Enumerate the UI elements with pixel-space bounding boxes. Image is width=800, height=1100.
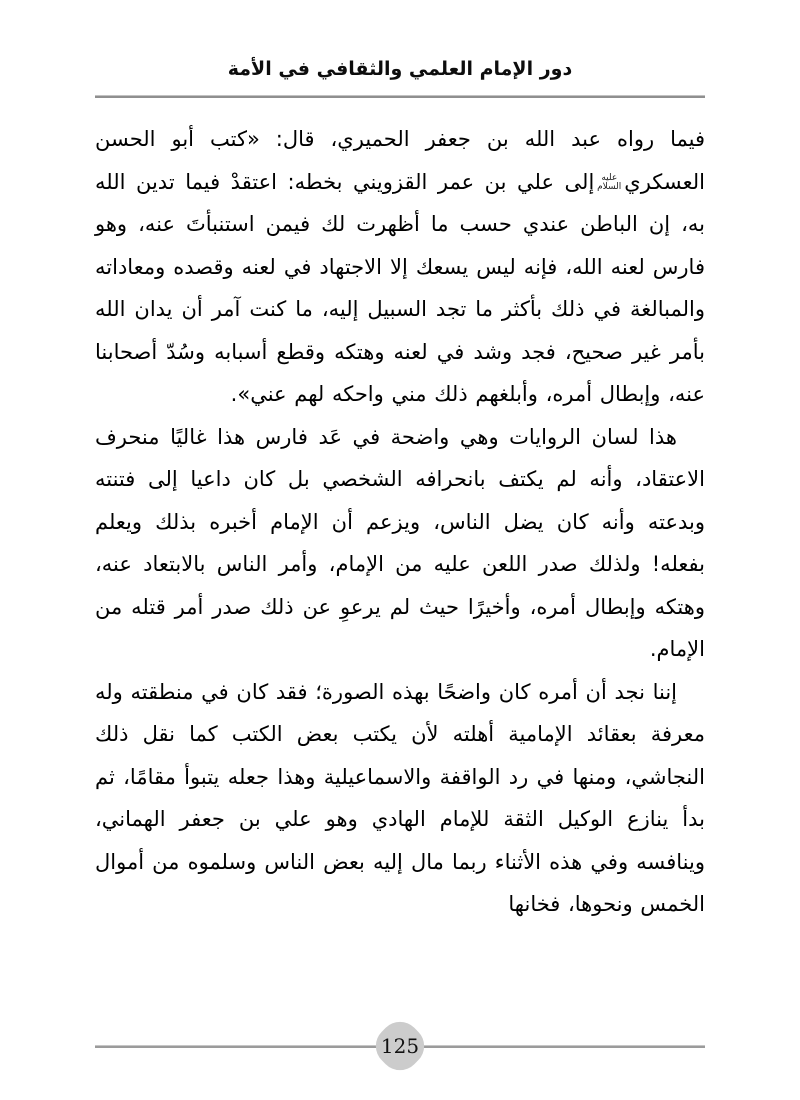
paragraph-2: هذا لسان الروايات وهي واضحة في عَد فارس هذا غاليًا منحرف الاعتقاد، وأنه لم يكتف بانحرافه الشخصي بل كان داعيا إلى فتنته وبدعته وأنه كان يضل الناس، ويزعم أن الإمام أخبره بذلك ويعلم بفعله! ولذلك صدر اللعن عليه من الإمام، وأمر الناس بالابتعاد عنه، وهتكه وإبطال أمره، وأخيرًا حيث لم يرعوِ عن ذلك صدر أمر قتله من الإمام.: [95, 424, 705, 661]
paragraph-1: [95, 118, 705, 416]
paragraph-3: إننا نجد أن أمره كان واضحًا بهذه الصورة؛ فقد كان في منطقته وله معرفة بعقائد الإمامية أهلته لأن يكتب بعض الكتب كما نقل ذلك النجاشي، ومنها في رد الواقفة والاسماعيلية وهذا جعله يتبوأ مقامًا، ثم بدأ ينازع الوكيل الثقة للإمام الهادي وهو علي بن جعفر الهماني، وينافسه وفي هذه الأثناء ربما مال إليه بعض الناس وسلموه من أموال الخمس ونحوها، فخانها: [95, 679, 705, 916]
body-text: [95, 118, 705, 926]
header-rule: [95, 95, 705, 98]
page-number-badge: [367, 1013, 432, 1078]
paragraph-1-text-post: إلى علي بن عمر القزويني بخطه: اعتقدْ فيما تدين الله به، إن الباطن عندي حسب ما أظهرت لك فيمن استنبأتَ عنه، وهو فارس لعنه الله، فإنه ليس يسعك إلا الاجتهاد في لعنه وقصده ومعاداته والمبالغة في ذلك بأكثر ما تجد السبيل إليه، ما كنت آمر أن يدان الله بأمر غير صحيح، فجد وشد في لعنه وهتكه وقطع أسبابه وسُدّ أصحابنا عنه، وإبطال أمره، وأبلغهم ذلك مني واحكه لهم عني».: [95, 169, 705, 406]
paragraph-1-text-pre: فيما رواه عبد الله بن جعفر الحميري، قال: «كتب أبو الحسن العسكري: [95, 127, 705, 194]
page-number: 125: [380, 1034, 420, 1058]
page-header: [95, 52, 705, 98]
page-title: دور الإمام العلمي والثقافي في الأمة: [227, 58, 573, 80]
alayhi-salam-honorific: عليه السلام: [597, 172, 622, 192]
